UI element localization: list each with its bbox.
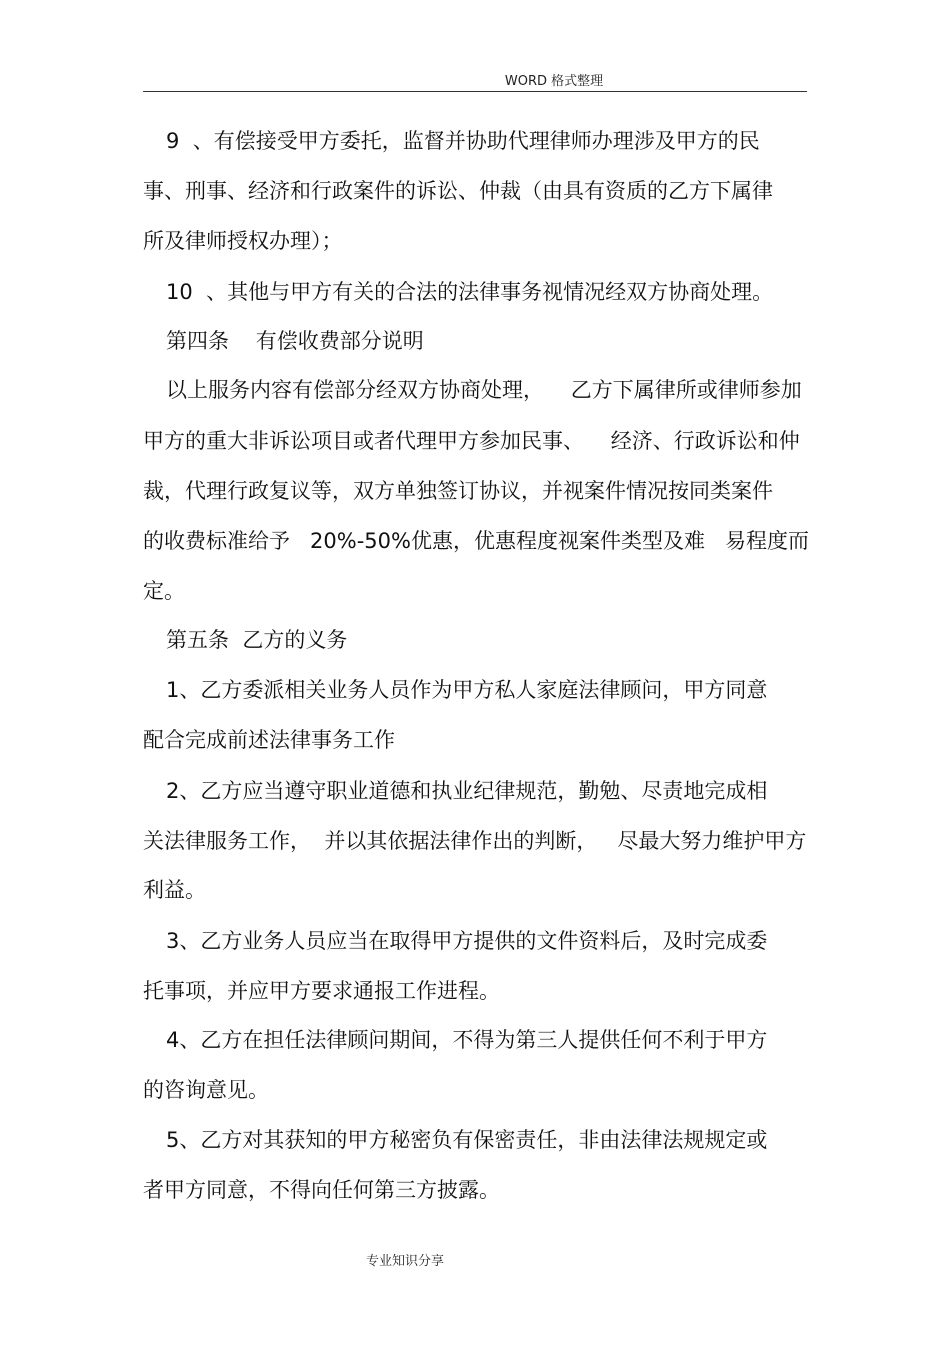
- page-footer: 专业知识分享: [365, 1254, 444, 1269]
- text-line: 5、乙方对其获知的甲方秘密负有保密责任，非由法律法规规定或: [166, 1128, 768, 1152]
- page-header: WORD 格式整理: [504, 74, 604, 89]
- section-heading: 第五条 乙方的义务: [166, 628, 348, 652]
- text-line: 的咨询意见。: [143, 1078, 269, 1102]
- text-line: 2、乙方应当遵守职业道德和执业纪律规范，勤勉、尽责地完成相: [166, 779, 768, 803]
- text-line: 利益。: [143, 878, 206, 902]
- text-line: 事、刑事、经济和行政案件的诉讼、仲裁（由具有资质的乙方下属律: [143, 179, 773, 203]
- text-line: 3、乙方业务人员应当在取得甲方提供的文件资料后，及时完成委: [166, 929, 768, 953]
- text-line: 所及律师授权办理）；: [143, 229, 343, 253]
- text-line: 9 、有偿接受甲方委托，监督并协助代理律师办理涉及甲方的民: [166, 129, 760, 153]
- text-line: 以上服务内容有偿部分经双方协商处理， 乙方下属律所或律师参加: [166, 378, 802, 402]
- text-line: 1、乙方委派相关业务人员作为甲方私人家庭法律顾问，甲方同意: [166, 678, 768, 702]
- section-heading: 第四条 有偿收费部分说明: [166, 329, 424, 353]
- text-line: 甲方的重大非诉讼项目或者代理甲方参加民事、 经济、行政诉讼和仲: [143, 429, 800, 453]
- text-line: 裁，代理行政复议等，双方单独签订协议，并视案件情况按同类案件: [143, 479, 773, 503]
- text-line: 配合完成前述法律事务工作: [143, 728, 395, 752]
- text-line: 关法律服务工作， 并以其依据法律作出的判断， 尽最大努力维护甲方: [143, 829, 807, 853]
- text-line: 定。: [143, 579, 185, 603]
- text-line: 4、乙方在担任法律顾问期间，不得为第三人提供任何不利于甲方: [166, 1028, 768, 1052]
- text-line: 的收费标准给予 20%-50%优惠，优惠程度视案件类型及难 易程度而: [143, 529, 809, 553]
- header-rule: [143, 91, 807, 92]
- text-line: 托事项，并应甲方要求通报工作进程。: [143, 979, 500, 1003]
- text-line: 10 、其他与甲方有关的合法的法律事务视情况经双方协商处理。: [166, 280, 774, 304]
- text-line: 者甲方同意，不得向任何第三方披露。: [143, 1178, 500, 1202]
